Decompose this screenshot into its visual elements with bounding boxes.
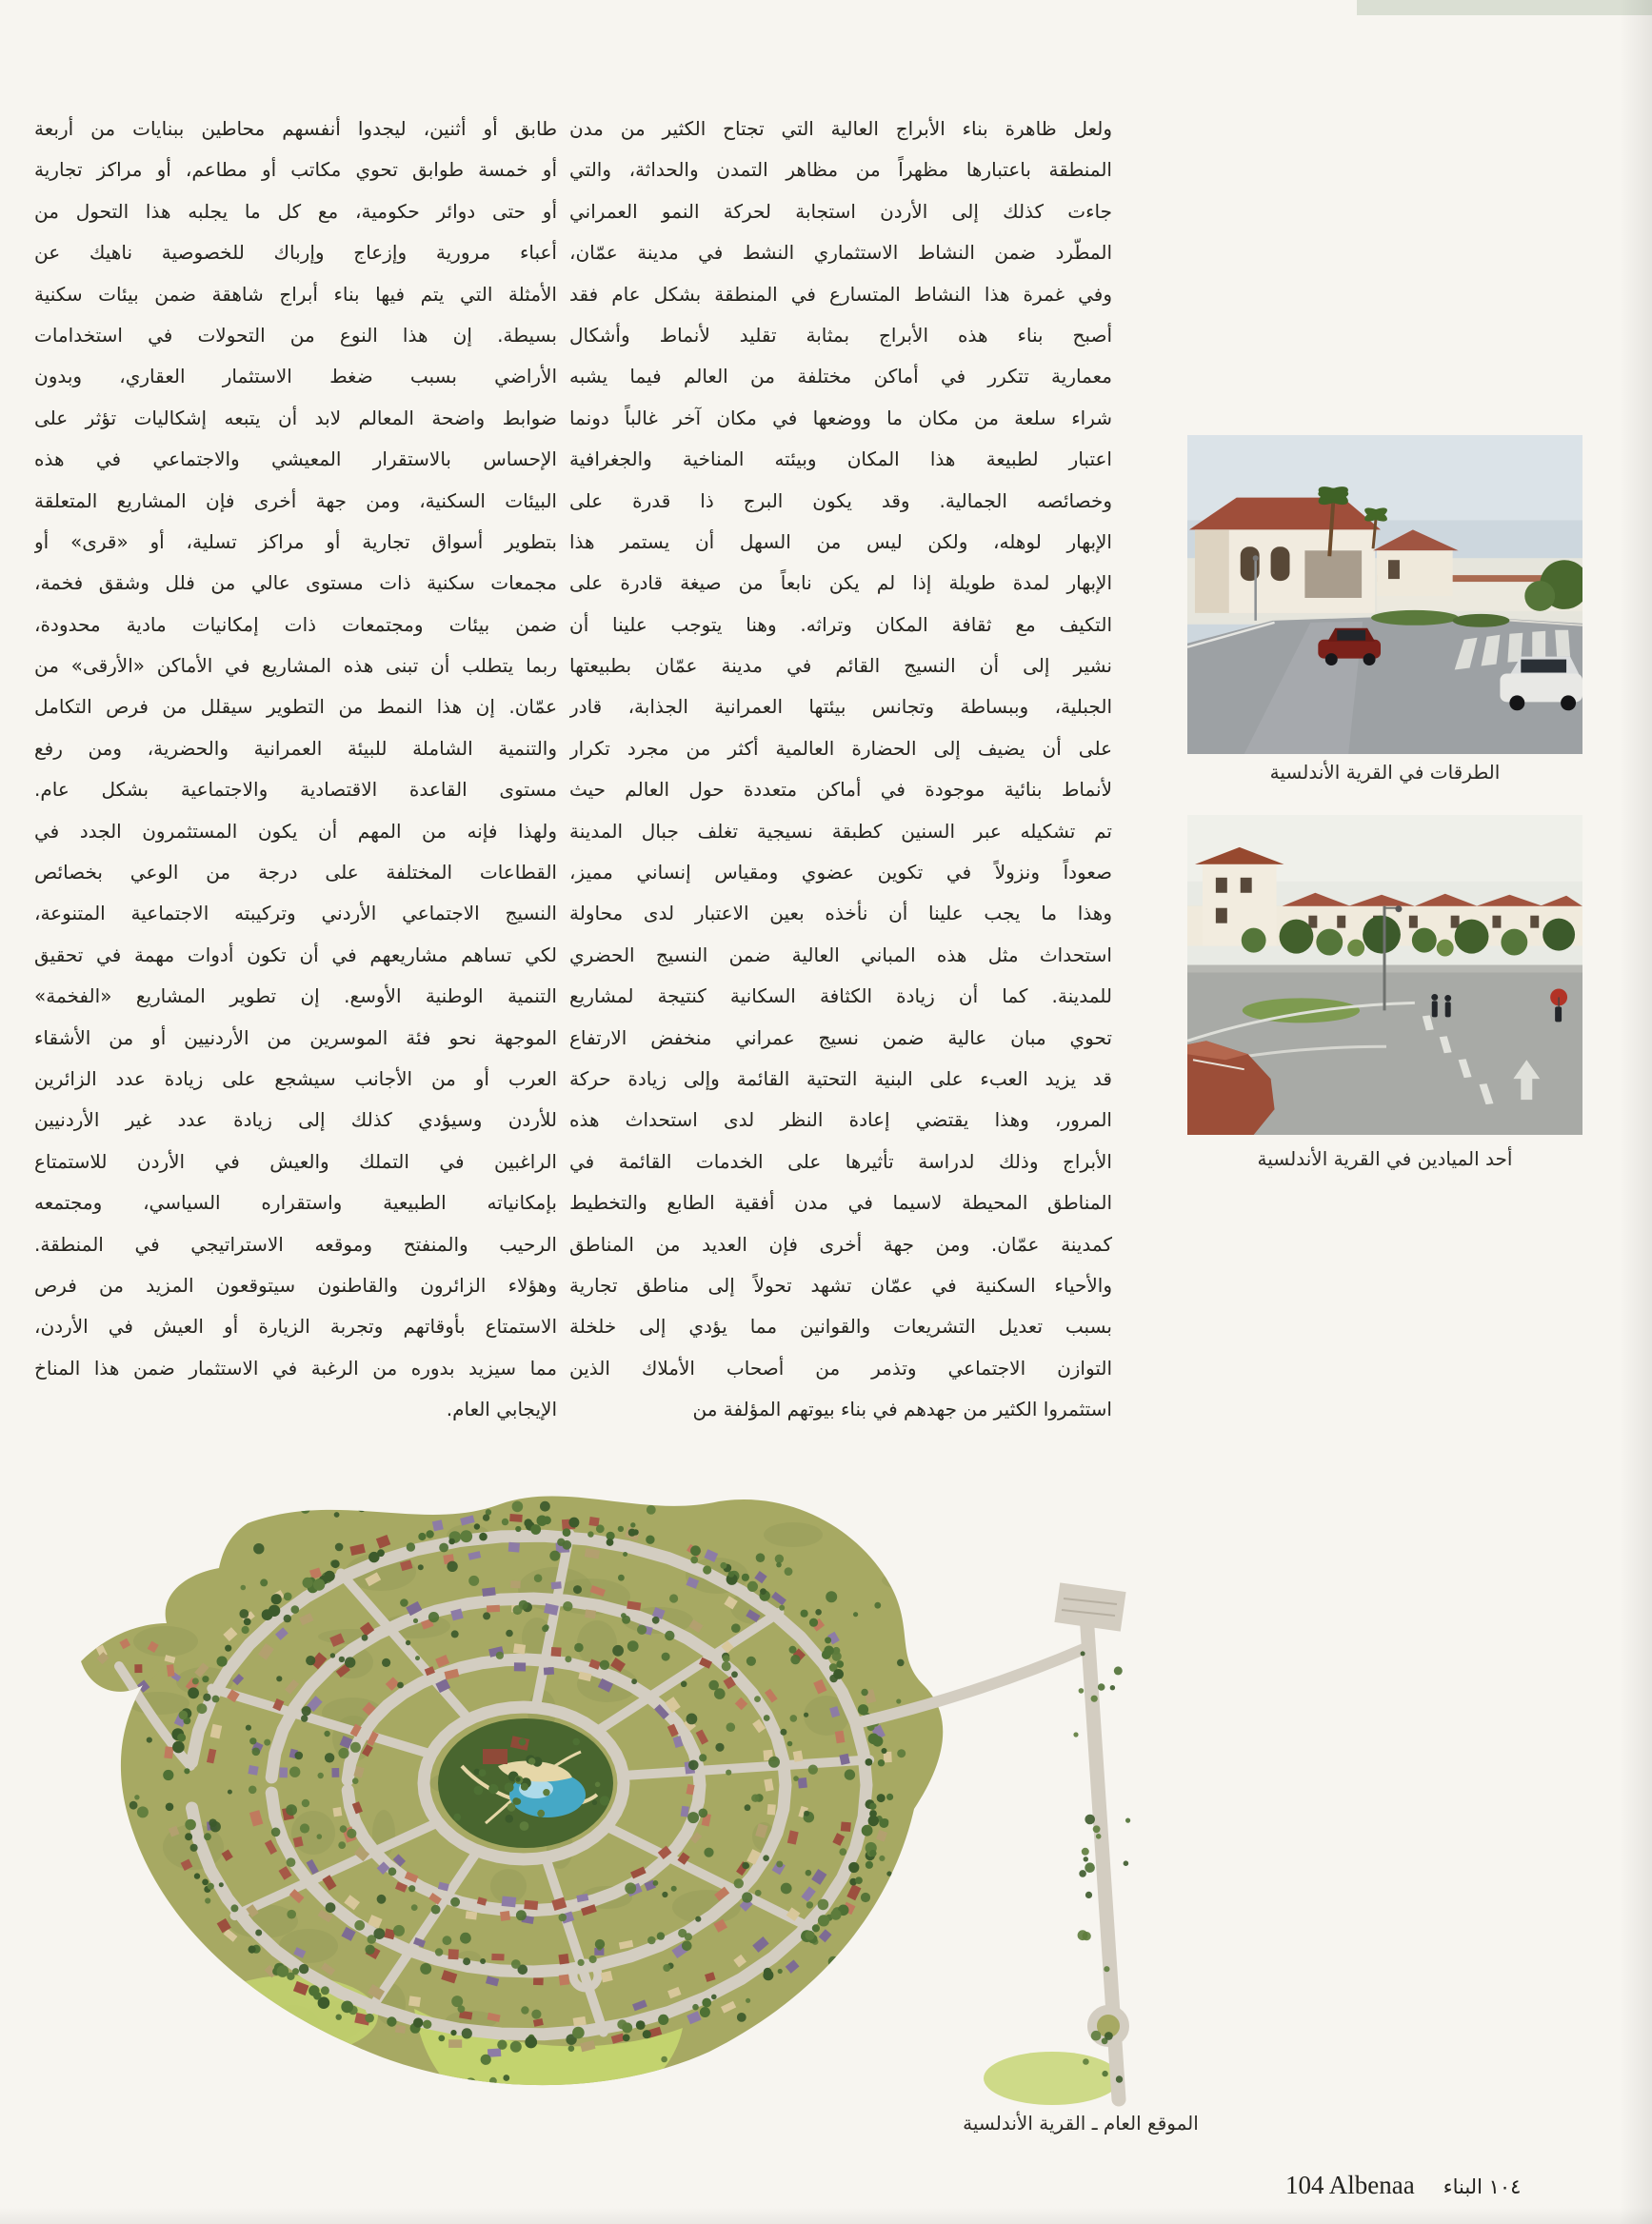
text-line: كمدينة عمّان. ومن جهة أخرى فإن العديد من المناطق — [569, 1232, 1112, 1256]
siteplan-andalusian-village — [52, 1480, 1138, 2133]
article-column-right — [569, 109, 1112, 1431]
text-line: للأردن وسيؤدي كذلك إلى زيادة عدد غير الأردنيين — [34, 1108, 557, 1132]
left-house — [1189, 498, 1381, 613]
text-line: مستوى القاعدة الاقتصادية والاجتماعية بشكل عام. — [34, 778, 557, 802]
square-photo-illustration — [1187, 815, 1582, 1135]
text-line: للمدينة. كما أن زيادة الكثافة السكانية كنتيجة لمشاريع — [569, 984, 1112, 1008]
text-line: المناطق المحيطة لاسيما في مدن أفقية الطابع والتخطيط — [569, 1191, 1112, 1215]
page-number-latin: 104 Albenaa — [1285, 2171, 1415, 2199]
text-line: القطاعات المختلفة على درجة من الوعي بخصائص — [34, 861, 557, 884]
siteplan-illustration — [52, 1480, 1138, 2133]
text-line: تحوي مبان عالية ضمن نسيج عمراني منخفض الارتفاع — [569, 1025, 1112, 1049]
text-line: نشير إلى أن النسيج القائم في مدينة عمّان بطبيعتها — [569, 654, 1112, 678]
page-footer — [1285, 2171, 1590, 2200]
text-line: لأنماط بنائية موجودة في أماكن متعددة حول العالم حيث — [569, 778, 1112, 802]
text-line: صعوداً ونزولاً في تكوين عضوي ومقياس إنساني مميز، — [569, 861, 1112, 884]
text-line: الإحساس بالاستقرار المعيشي والاجتماعي في هذه — [34, 447, 557, 471]
photo-street-andalusian-village — [1187, 435, 1582, 754]
text-line: والأحياء السكنية في عمّان تشهد تحولاً إلى مناطق تجارية — [569, 1273, 1112, 1297]
text-line: الاستمتاع بأوقاتهم وتجربة الزيارة أو العيش في الأردن، — [34, 1315, 557, 1339]
text-line: التوازن الاجتماعي وتذمر من أصحاب الأملاك الذين — [569, 1356, 1112, 1380]
text-line: والتنمية الشاملة للبيئة العمرانية والحضرية، ومن رفع — [34, 736, 557, 760]
text-line: لكي تساهم مشاريعهم في أن تكون أدوات مهمة في تحقيق — [34, 943, 557, 966]
text-line: مجمعات سكنية ذات مستوى عالي من فلل وشقق فخمة، — [34, 571, 557, 595]
text-line: وفي غمرة هذا النشاط المتسارع في المنطقة بشكل عام فقد — [569, 282, 1112, 306]
text-line: طابق أو أثنين، ليجدوا أنفسهم محاطين ببنايات من أربعة — [34, 117, 557, 140]
article-column-left — [34, 109, 557, 1431]
photo-caption-roads: الطرقات في القرية الأندلسية — [1269, 761, 1501, 784]
text-line: وهؤلاء الزائرون والقاطنون سيتوقعون المزيد من فرص — [34, 1273, 557, 1297]
text-line: العرب أو من الأجانب سيشجع على زيادة عدد الزائرين — [34, 1066, 557, 1090]
text-line: أعباء مرورية وإزعاج وإرباك للخصوصية ناهيك عن — [34, 241, 557, 265]
text-line: الأراضي بسبب ضغط الاستثمار العقاري، وبدون — [34, 365, 557, 388]
text-line: ضوابط واضحة المعالم لابد أن يتبعه إشكاليات تؤثر على — [34, 406, 557, 429]
text-line: وهذا ما يجب علينا أن نأخذه بعين الاعتبار لدى محاولة — [569, 902, 1112, 925]
text-line: بإمكانياته الطبيعية واستقراره السياسي، ومجتمعه — [34, 1191, 557, 1215]
text-line: الرحيب والمنفتح وموقعه الاستراتيجي في المنطقة. — [34, 1232, 557, 1256]
text-line: ربما يتطلب أن تبنى هذه المشاريع في الأماكن «الأرقى» من — [34, 654, 557, 678]
siteplan-caption: الموقع العام ـ القرية الأندلسية — [963, 2112, 1199, 2135]
text-line: الأمثلة التي يتم فيها بناء أبراج شاهقة ضمن بيئات سكنية — [34, 282, 557, 306]
text-line: عمّان. إن هذا النمط من التطوير سيقلل من فرص التكامل — [34, 695, 557, 719]
text-line: بسيطة. إن هذا النوع من التحولات في استخدامات — [34, 323, 557, 347]
text-line: استحداث مثل هذه المباني العالية ضمن النسيج الحضري — [569, 943, 1112, 966]
text-line: استثمروا الكثير من جهدهم في بناء بيوتهم المؤلفة من — [692, 1398, 1112, 1421]
text-line: المطّرد ضمن النشاط الاستثماري النشط في مدينة عمّان، — [569, 241, 1112, 265]
text-line: معمارية تتكرر في أماكن مختلفة من العالم فيما يشبه — [569, 365, 1112, 388]
photo-square-andalusian-village — [1187, 815, 1582, 1135]
text-line: ولعل ظاهرة بناء الأبراج العالية التي تجتاح الكثير من مدن — [569, 117, 1112, 140]
scan-edge-strip — [1357, 0, 1652, 15]
text-line: الأبراج وذلك لدراسة تأثيرها على الخدمات القائمة في — [569, 1149, 1112, 1173]
text-line: التنمية الوطنية الأوسع. إن تطوير المشاريع «الفخمة» — [34, 984, 557, 1008]
text-line: المرور، وهذا يقتضي إعادة النظر لدى استحداث هذه — [569, 1108, 1112, 1132]
text-line: أصبح بناء هذه الأبراج بمثابة تقليد لأنماط وأشكال — [569, 323, 1112, 347]
hedge — [1371, 610, 1459, 626]
text-line: البيئات السكنية، ومن جهة أخرى فإن المشاريع المتعلقة — [34, 488, 557, 512]
text-line: بتطوير أسواق تجارية أو مراكز تسلية، أو «قرى» أو — [34, 529, 557, 553]
text-line: أو حتى دوائر حكومية، مع كل ما يجلبه هذا التحول من — [34, 199, 557, 223]
text-line: جاءت كذلك إلى الأردن استجابة لحركة النمو العمراني — [569, 199, 1112, 223]
text-line: بسبب تعديل التشريعات والقوانين مما يؤدي إلى خلخلة — [569, 1315, 1112, 1339]
text-line: النسيج الاجتماعي الأردني وتركيبته الاجتماعية المتنوعة، — [34, 902, 557, 925]
text-line: ولهذا فإنه من المهم أن يكون المستثمرون الجدد في — [34, 819, 557, 843]
street-photo-illustration — [1187, 435, 1582, 754]
text-line: الإبهار لوهله، ولكن ليس من السهل أن يستمر هذا — [569, 529, 1112, 553]
text-line: الموجهة نحو فئة الموسرين من الأردنيين أو من الأشقاء — [34, 1025, 557, 1049]
text-line: ضمن بيئات ومجتمعات ذات إمكانيات مادية محدودة، — [34, 612, 557, 636]
text-line: التكيف مع ثقافة المكان وتراثه. وهنا يتوجب علينا أن — [569, 612, 1112, 636]
text-line: أو خمسة طوابق تحوي مكاتب أو مطاعم، أو مراكز تجارية — [34, 158, 557, 182]
text-line: مما سيزيد بدوره من الرغبة في الاستثمار ضمن هذا المناخ — [34, 1356, 557, 1380]
grass-median — [1243, 998, 1360, 1023]
text-line: شراء سلعة من مكان ما ووضعها في مكان آخر غالباً دونما — [569, 406, 1112, 429]
text-line: تم تشكيله عبر السنين كطبقة نسيجية تغلف جبال المدينة — [569, 819, 1112, 843]
text-line: الإيجابي العام. — [446, 1398, 557, 1421]
text-line: على أن يضيف إلى الحضارة العالمية أكثر من مجرد تكرار — [569, 736, 1112, 760]
text-line: الإبهار لمدة طويلة إذا لم يكن نابعاً من صيغة قادرة على — [569, 571, 1112, 595]
text-line: الراغبين في التملك والعيش في الأردن للاستمتاع — [34, 1149, 557, 1173]
text-line: المنطقة باعتبارها مظهراً من مظاهر التمدن والحداثة، والتي — [569, 158, 1112, 182]
text-line: الجبلية، وببساطة وتجانس بيئتها العمرانية الجذابة، قادر — [569, 695, 1112, 719]
photo-caption-square: أحد الميادين في القرية الأندلسية — [1257, 1147, 1513, 1170]
text-line: قد يزيد العبء على البنية التحتية القائمة وإلى زيادة حركة — [569, 1066, 1112, 1090]
tall-house — [1195, 847, 1284, 946]
text-line: اعتبار لطبيعة هذا المكان وبيئته المناخية والجغرافية — [569, 447, 1112, 471]
page-number-arabic: ١٠٤ البناء — [1443, 2175, 1522, 2198]
text-line: وخصائصه الجمالية. وقد يكون البرج ذا قدرة على — [569, 488, 1112, 512]
